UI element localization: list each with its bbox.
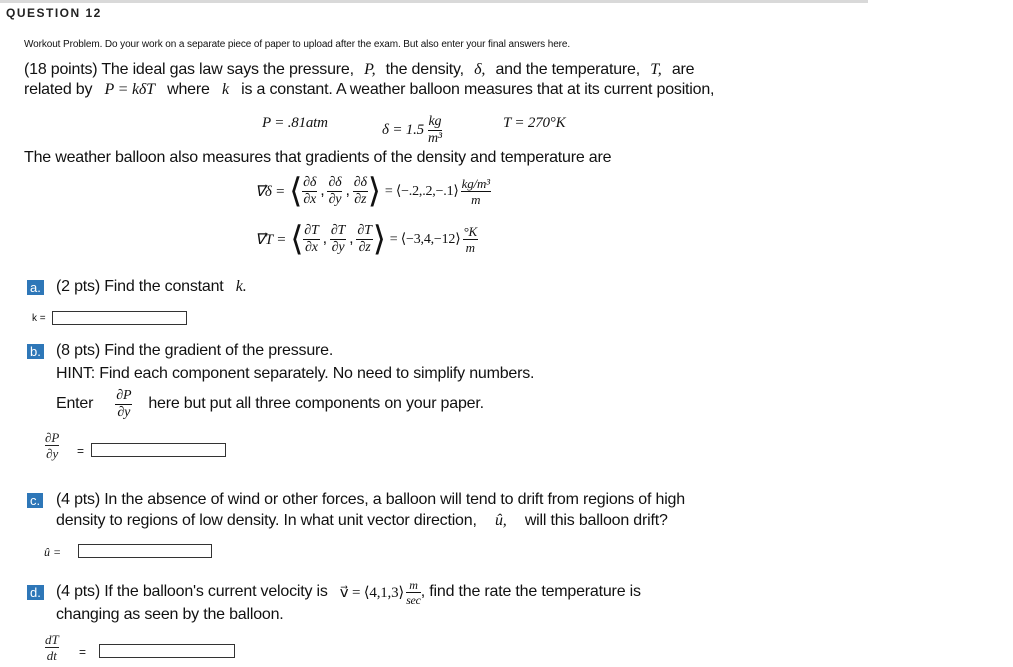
part-c-badge: c. <box>27 493 43 508</box>
temperature-value: T = 270°K <box>503 115 566 131</box>
part-b-hint: HINT: Find each component separately. No need to simplify numbers. <box>56 365 535 382</box>
part-a-badge: a. <box>27 280 44 295</box>
part-b-question: (8 pts) Find the gradient of the pressure. <box>56 342 334 359</box>
question-title: QUESTION 12 <box>6 6 102 20</box>
part-a-question: (2 pts) Find the constant k. <box>56 278 247 295</box>
temperature-gradient: ∇⃗T = ⟨ $\frac{\partial T}{\partial x}$ , $\frac{\partial T}{\partial y}$ , $\frac{\partial T}{\partial z}$ ⟩ = ⟨−3,4,−12⟩ $\frac{^\circ K}{m}$ <box>255 219 477 259</box>
question-panel: QUESTION 12 Workout Problem. Do your work on a separate piece of paper to upload after the exam. But also enter your final answers here. (18 points) The ideal gas law says the pressure, P, the density, δ, and the temperature, T, are related by P = kδT where k is a constant. A weather balloon measures that at its current position, P = .81atm δ = 1.5 $\frac{kg}{\text{m³}}$ T = 270°K The weather balloon also measures that gradients of the density and temperature are ∇⃗δ = ⟨ $\frac{\partial\delta}{\partial x}$ , $\frac{\partial\delta}{\partial y}$ , $\frac{\partial\delta}{\partial z}$ ⟩ = ⟨−.2,.2,−.1⟩ $\frac{\text{kg/m³}}{m}$ ∇⃗T = ⟨ $\frac{\partial T}{\partial x}$ , $\frac{\partial T}{\partial y}$ , $\frac{\partial T}{\partial z}$ ⟩ = ⟨−3,4,−12⟩ $\frac{^\circ K}{m}$ a. (2 pts) Find the constant k. k = b. (8 pts) Find the gradient of the pressure. HINT: Find each component separately. No need to simplify numbers. Enter $\frac{\partial P}{\partial y}$ here but put all three components on your paper. $\frac{\partial P}{\partial y}$ = c. (4 pts) In the absence of wind or other forces, a balloon will tend to drift from regions of high density to regions of low density. In what unit vector direction, û, will this balloon drift? û = d. (4 pts) If the balloon's current velocity is v⃗ = ⟨4,1,3⟩ $\frac{m}{\sec}$ , find the rate the temperature is changing as seen by the balloon. $\frac{dT}{dt}$ = <box>0 0 868 667</box>
part-d-question-1: (4 pts) If the balloon's current velocity is v⃗ = ⟨4,1,3⟩ $\frac{m}{\sec}$ , find the rate the temperature is <box>56 577 641 607</box>
part-c-question-2: density to regions of low density. In what unit vector direction, û, will this balloon drift? <box>56 512 668 529</box>
part-b-answer-label: $\frac{\partial P}{\partial y}$ <box>45 430 60 461</box>
density-gradient: ∇⃗δ = ⟨ $\frac{\partial\delta}{\partial x}$ , $\frac{\partial\delta}{\partial y}$ , $\frac{\partial\delta}{\partial z}$ ⟩ = ⟨−.2,.2,−.1⟩ $\frac{\text{kg/m³}}{m}$ <box>255 171 490 211</box>
part-c-answer-label: û = <box>44 545 62 559</box>
pressure-value: P = .81atm <box>262 115 328 131</box>
part-c-question-1: (4 pts) In the absence of wind or other forces, a balloon will tend to drift from regions of high <box>56 491 685 508</box>
dTdt-answer-input[interactable] <box>99 644 235 658</box>
part-d-answer-label: $\frac{dT}{dt}$ <box>45 632 59 663</box>
k-answer-input[interactable] <box>52 311 187 325</box>
intro-line-1: (18 points) The ideal gas law says the pressure, P, the density, δ, and the temperature, T, are <box>24 61 695 78</box>
intro-line-2: related by P = kδT where k is a constant. A weather balloon measures that at its current position, <box>24 81 715 98</box>
part-a-answer-label: k = <box>32 313 46 324</box>
ideal-gas-formula: P = kδT <box>104 81 155 98</box>
gradients-intro: The weather balloon also measures that gradients of the density and temperature are <box>24 149 612 166</box>
top-divider <box>0 0 868 3</box>
dPdy-answer-input[interactable] <box>91 443 226 457</box>
instructions-text: Workout Problem. Do your work on a separate piece of paper to upload after the exam. But also enter your final answers here. <box>24 39 571 50</box>
part-b-enter-line: Enter $\frac{\partial P}{\partial y}$ here but put all three components on your paper. <box>56 387 484 420</box>
empty-right-area <box>868 0 1013 667</box>
part-d-question-2: changing as seen by the balloon. <box>56 606 284 623</box>
unit-vector-answer-input[interactable] <box>78 544 212 558</box>
part-d-badge: d. <box>27 585 44 600</box>
density-value: δ = 1.5 $\frac{kg}{\text{m³}}$ <box>382 114 442 146</box>
part-b-badge: b. <box>27 344 44 359</box>
velocity-vector: v⃗ = ⟨4,1,3⟩ <box>339 584 405 601</box>
